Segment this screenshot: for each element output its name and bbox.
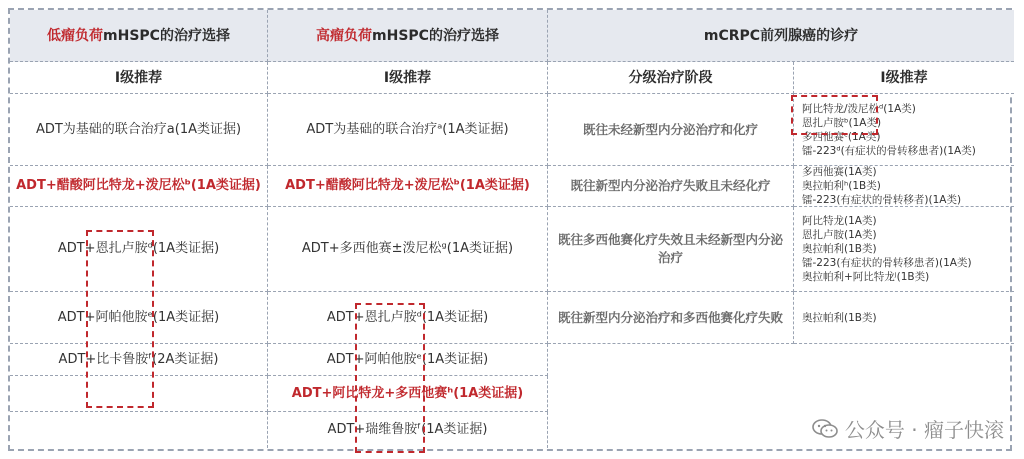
mcrpc-rec-cell (794, 166, 1014, 207)
mcrpc-rec-item: 多西他赛(1A类) (802, 166, 877, 178)
highlight-box-mcrpc (791, 95, 878, 135)
mcrpc-rec-item: 镭-223(有症状的骨转移者)(1A类) (802, 194, 962, 206)
mcrpc-rec-item: 恩扎卢胺(1A类) (802, 229, 877, 241)
mcrpc-rec-cell (794, 207, 1014, 292)
stage-item: 既往新型内分泌治疗失败且未经化疗 (548, 166, 794, 207)
mcrpc-rec-item: 阿比特龙(1A类) (802, 215, 877, 227)
watermark (811, 414, 1004, 443)
low-burden-item: ADT+醋酸阿比特龙+泼尼松ᵇ(1A类证据) (10, 166, 268, 207)
header-low-burden-highlight: 低瘤负荷 (47, 27, 104, 44)
wechat-icon (811, 418, 839, 440)
subheader-low-level1: I级推荐 (10, 62, 268, 94)
high-burden-item: ADT+瑞维鲁胺ᶠ(1A类证据) (268, 412, 548, 448)
high-burden-item: ADT+醋酸阿比特龙+泼尼松ᵇ(1A类证据) (268, 166, 548, 207)
high-burden-item: ADT+多西他赛±泼尼松ᵍ(1A类证据) (268, 207, 548, 292)
watermark-text: 公众号 · 瘤子快滚 (844, 418, 1004, 442)
mcrpc-rec-item: 奥拉帕利ʰ(1B类) (802, 180, 881, 192)
stage-item: 既往多西他赛化疗失效且未经新型内分泌治疗 (548, 207, 794, 292)
low-burden-item: ADT+阿帕他胺ᵉ(1A类证据) (10, 292, 268, 344)
subheader-high-level1: I级推荐 (268, 62, 548, 94)
mcrpc-rec-item: 阿比特龙/泼尼松ᵈ(1A类) (802, 102, 916, 115)
header-high-burden-text: mHSPC的治疗选择 (372, 27, 499, 44)
header-high-burden-highlight: 高瘤负荷 (316, 27, 373, 44)
mcrpc-rec-item: 奥拉帕利(1B类) (802, 311, 877, 324)
mcrpc-rec-item: 恩扎卢胺ᵇ(1A类) (802, 116, 882, 129)
low-burden-empty (10, 412, 268, 448)
highlight-box-high-burden (355, 303, 425, 453)
stage-item: 既往未经新型内分泌治疗和化疗 (548, 94, 794, 166)
mcrpc-rec-item: 奥拉帕利(1B类) (802, 243, 877, 255)
mcrpc-rec-item: 多西他赛ᶜ(1A类) (802, 130, 881, 143)
subheader-mcrpc-level1: I级推荐 (794, 62, 1014, 94)
high-burden-item: ADT为基础的联合治疗ᵃ(1A类证据) (268, 94, 548, 166)
mcrpc-rec-item: 奥拉帕利+阿比特龙ʲ(1B类) (802, 271, 930, 283)
low-burden-item: ADT+比卡鲁胺ᶠ(2A类证据) (10, 344, 268, 376)
subheader-stage: 分级治疗阶段 (548, 62, 794, 94)
header-mcrpc: mCRPC前列腺癌的诊疗 (548, 10, 1014, 62)
high-burden-item: ADT+阿帕他胺ᵉ(1A类证据) (268, 344, 548, 376)
low-burden-item: ADT+恩扎卢胺ᵈ(1A类证据) (10, 207, 268, 292)
mcrpc-rec-item: 镭-223ᵈ(有症状的骨转移患者)(1A类) (802, 144, 976, 157)
mcrpc-rec-item: 镭-223(有症状的骨转移患者)(1A类) (802, 257, 972, 269)
header-low-burden-text: mHSPC的治疗选择 (103, 27, 230, 44)
header-low-burden (10, 10, 268, 62)
highlight-box-low-burden (86, 230, 154, 408)
high-burden-item: ADT+恩扎卢胺ᵈ(1A类证据) (268, 292, 548, 344)
header-high-burden (268, 10, 548, 62)
treatment-table (8, 8, 1012, 451)
low-burden-item: ADT为基础的联合治疗a(1A类证据) (10, 94, 268, 166)
stage-item: 既往新型内分泌治疗和多西他赛化疗失败 (548, 292, 794, 344)
high-burden-item: ADT+阿比特龙+多西他赛ʰ(1A类证据) (268, 376, 548, 412)
mcrpc-rec-cell (794, 292, 1014, 344)
